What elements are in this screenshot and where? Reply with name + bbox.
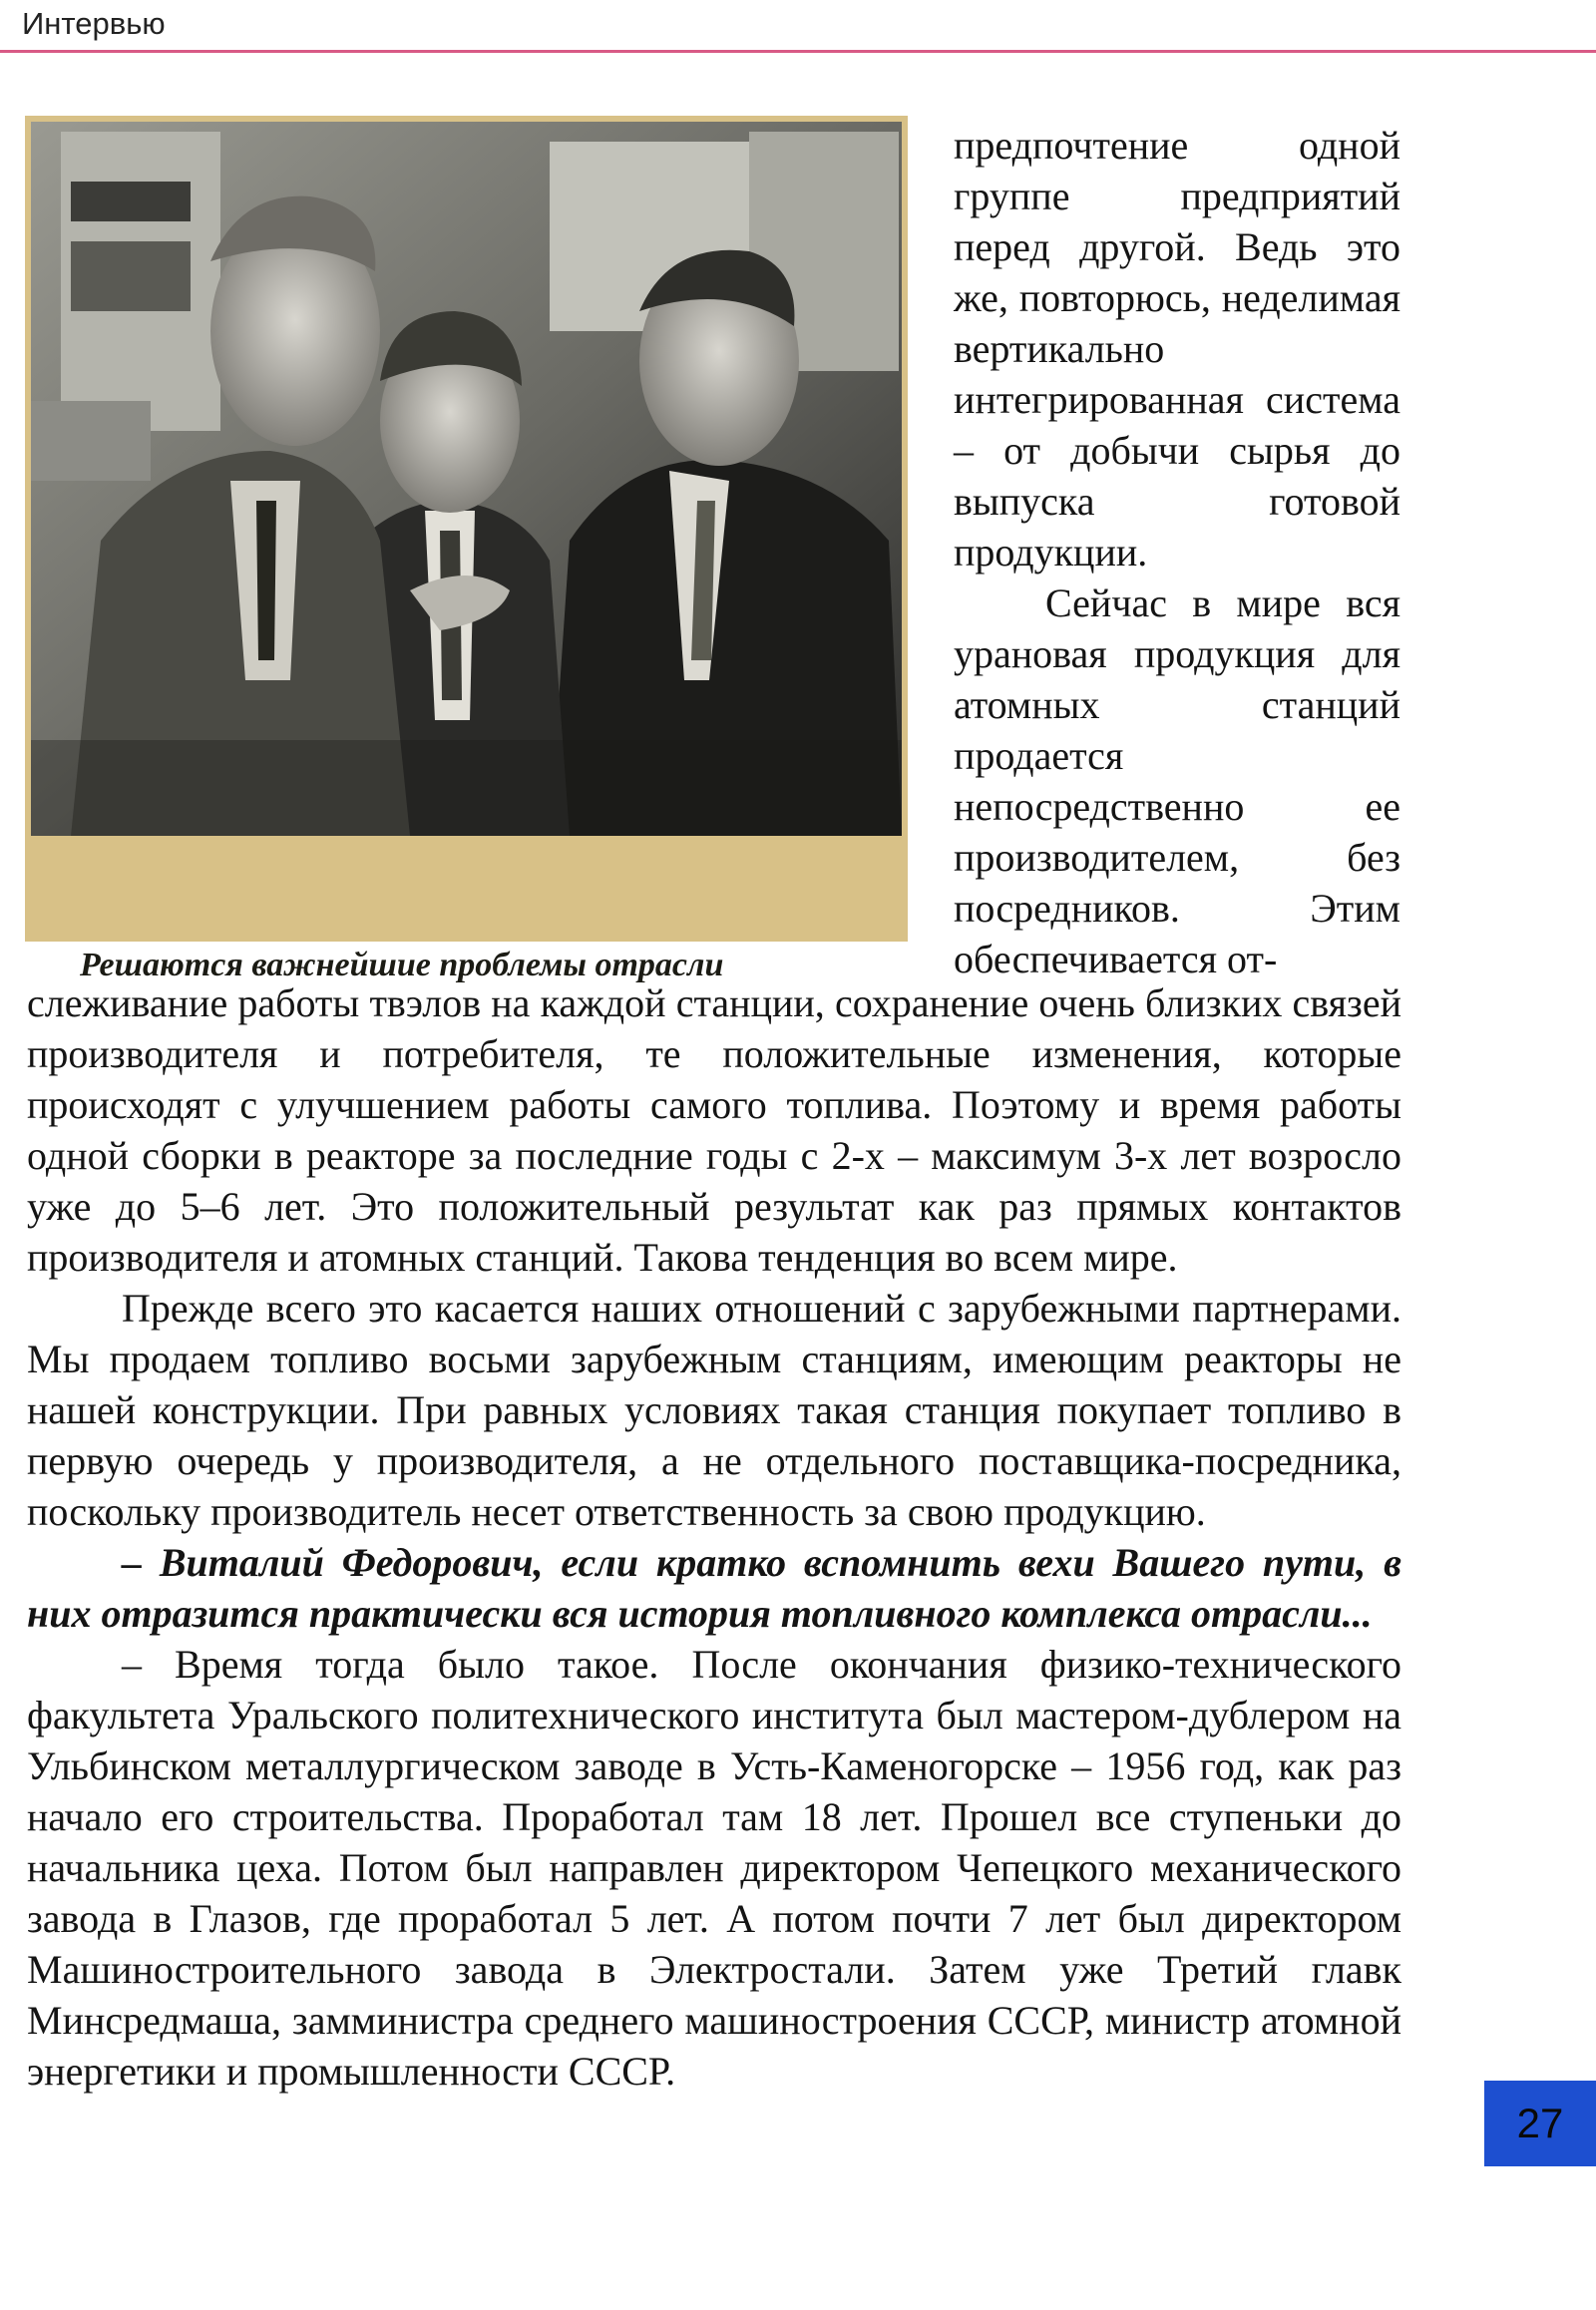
column-paragraph: Сейчас в мире вся урановая продукция для атомных станций продается непосредственно ее производителем, без посредников. Этим обеспечивается от- bbox=[954, 580, 1400, 981]
main-body-text bbox=[27, 977, 1401, 2097]
body-paragraph: слеживание работы твэлов на каждой станции, сохранение очень близких связей производителя и потребителя, те положительные изменения, которые происходят с улучшением работы самого топлива. Поэтому и время работы одной сборки в реакторе за последние годы с 2-х – максимум 3-х лет возросло уже до 5–6 лет. Это положительный результат как раз прямых контактов производителя и атомных станций. Такова тенденция во всем мире. bbox=[27, 980, 1401, 1280]
page-number: 27 bbox=[1484, 2081, 1596, 2166]
photo-caption: Решаются важнейшие проблемы отрасли bbox=[80, 947, 724, 983]
section-title: Интервью bbox=[22, 6, 166, 41]
interview-question: – Виталий Федорович, если кратко вспомнить вехи Вашего пути, в них отразится практически вся история топливного комплекса отрасли... bbox=[27, 1540, 1401, 1636]
photo-figure bbox=[25, 116, 908, 983]
header-divider bbox=[0, 50, 1596, 53]
body-paragraph: Прежде всего это касается наших отношений с зарубежными партнерами. Мы продаем топливо восьми зарубежным станциям, имеющим реакторы не нашей конструкции. При равных условиях такая станция покупает топливо в первую очередь у производителя, а не отдельного поставщика-посредника, поскольку производитель несет ответственность за свою продукцию. bbox=[27, 1286, 1401, 1534]
interview-answer: – Время тогда было такое. После окончания физико-технического факультета Уральского политехнического института был мастером-дублером на Ульбинском металлургическом заводе в Усть-Каменогорске – 1956 год, как раз начало его строительства. Проработал там 18 лет. Прошел все ступеньки до начальника цеха. Потом был направлен директором Чепецкого механического завода в Глазов, где проработал 5 лет. А потом почти 7 лет был директором Машиностроительного завода в Электростали. Затем уже Третий главк Минсредмаша, замминистра среднего машиностроения СССР, министр атомной энергетики и промышленности СССР. bbox=[27, 1642, 1401, 2094]
column-paragraph: предпочтение одной группе предприятий перед другой. Ведь это же, повторюсь, неделимая вертикально интегрированная система – от добычи сырья до выпуска готовой продукции. bbox=[954, 123, 1400, 575]
archival-photo bbox=[31, 122, 902, 836]
right-column-text bbox=[954, 120, 1400, 984]
